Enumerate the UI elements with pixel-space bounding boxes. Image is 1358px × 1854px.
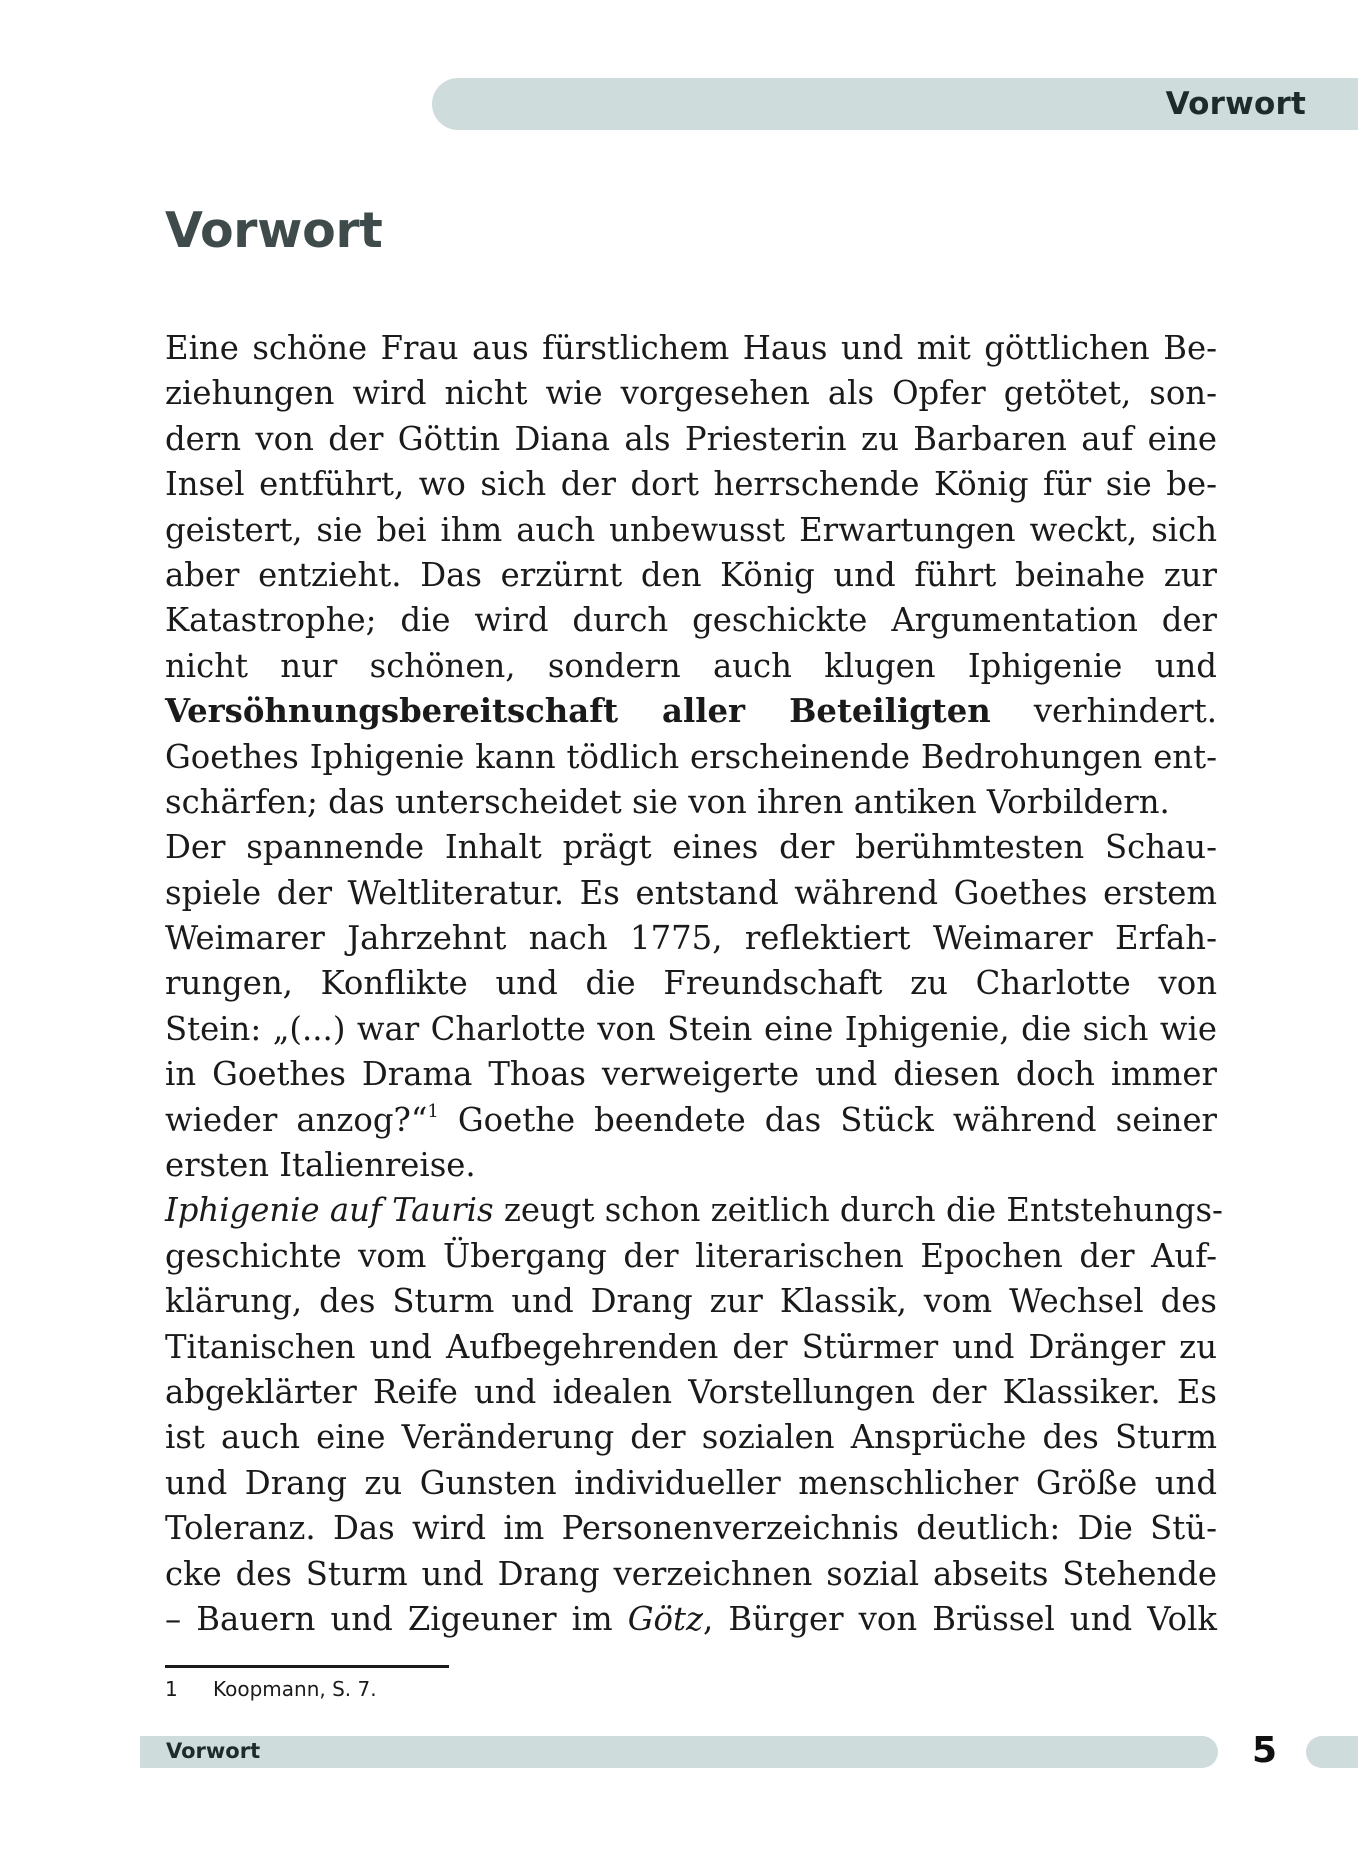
body-line: Der spannende Inhalt prägt eines der berühmtesten Schau-	[165, 828, 1217, 867]
footer-bar	[140, 1736, 1218, 1768]
body-line: ziehungen wird nicht wie vorgesehen als Opfer getötet, son-	[165, 374, 1217, 413]
body-line: rungen, Konflikte und die Freundschaft zu Charlotte von	[165, 964, 1217, 1003]
work-title-italic: Götz	[627, 1599, 703, 1638]
running-header-title: Vorwort	[1165, 86, 1306, 122]
body-line: aber entzieht. Das erzürnt den König und führt beinahe zur	[165, 555, 1217, 594]
body-line: schärfen; das unterscheidet sie von ihren antiken Vorbildern.	[165, 782, 1170, 821]
body-line: Titanischen und Aufbegehrenden der Stürmer und Dränger zu	[165, 1327, 1217, 1366]
body-text	[165, 326, 1223, 1642]
page-title: Vorwort	[165, 202, 383, 259]
body-line	[165, 1597, 1217, 1642]
body-line: ist auch eine Veränderung der sozialen Ansprüche des Sturm	[165, 1418, 1217, 1457]
header-bar	[432, 78, 1358, 130]
body-line: geschichte vom Übergang der literarischen Epochen der Auf-	[165, 1236, 1217, 1275]
emphasis-bold: Versöhnungsbereitschaft aller Beteiligten	[165, 692, 991, 731]
footnote-text: Koopmann, S. 7.	[213, 1677, 377, 1701]
footnote-divider	[165, 1665, 449, 1668]
body-line-text: zeugt schon zeitlich durch die Entstehungs-	[493, 1191, 1223, 1230]
running-footer-title: Vorwort	[166, 1739, 261, 1763]
body-line-text: verhindert.	[990, 692, 1217, 731]
body-line: Weimarer Jahrzehnt nach 1775, reflektiert Weimarer Erfah-	[165, 919, 1217, 958]
body-line: Stein: „(...) war Charlotte von Stein eine Iphigenie, die sich wie	[165, 1009, 1217, 1048]
body-line: Eine schöne Frau aus fürstlichem Haus und mit göttlichen Be-	[165, 329, 1217, 367]
body-line: dern von der Göttin Diana als Priesterin zu Barbaren auf eine	[165, 419, 1217, 458]
body-line: nicht nur schönen, sondern auch klugen Iphigenie und	[165, 646, 1217, 685]
body-line: Toleranz. Das wird im Personenverzeichnis deutlich: Die Stü-	[165, 1509, 1217, 1548]
body-line: klärung, des Sturm und Drang zur Klassik, vom Wechsel des	[165, 1282, 1217, 1321]
footnote-number: 1	[165, 1677, 178, 1701]
footer-tab	[1306, 1736, 1358, 1768]
body-line-text: , Bürger von Brüssel und Volk	[702, 1599, 1217, 1638]
body-line: cke des Sturm und Drang verzeichnen sozial abseits Stehende	[165, 1554, 1217, 1593]
body-line	[165, 1188, 1223, 1233]
body-line: Goethes Iphigenie kann tödlich erscheinende Bedrohungen ent-	[165, 737, 1217, 776]
footnote-marker: 1	[427, 1100, 439, 1122]
body-line: geistert, sie bei ihm auch unbewusst Erwartungen weckt, sich	[165, 510, 1217, 549]
body-line-text: wieder anzog?“	[165, 1100, 428, 1139]
body-line-text: – Bauern und Zigeuner im	[165, 1599, 628, 1638]
body-line: Katastrophe; die wird durch geschickte Argumentation der	[165, 601, 1217, 640]
body-line	[165, 689, 1217, 734]
footnote	[165, 1677, 377, 1701]
body-line-text: Goethe beendete das Stück während seiner	[438, 1100, 1218, 1139]
body-line: ersten Italienreise.	[165, 1146, 476, 1185]
body-line: in Goethes Drama Thoas verweigerte und diesen doch immer	[165, 1055, 1217, 1094]
body-line: spiele der Weltliteratur. Es entstand während Goethes erstem	[165, 873, 1217, 912]
page-number: 5	[1252, 1730, 1278, 1771]
body-line	[165, 1098, 1217, 1143]
body-line: und Drang zu Gunsten individueller menschlicher Größe und	[165, 1463, 1217, 1502]
body-line: abgeklärter Reife und idealen Vorstellungen der Klassiker. Es	[165, 1372, 1217, 1411]
body-line: Insel entführt, wo sich der dort herrschende König für sie be-	[165, 465, 1217, 504]
work-title-italic: Iphigenie auf Tauris	[165, 1191, 494, 1230]
